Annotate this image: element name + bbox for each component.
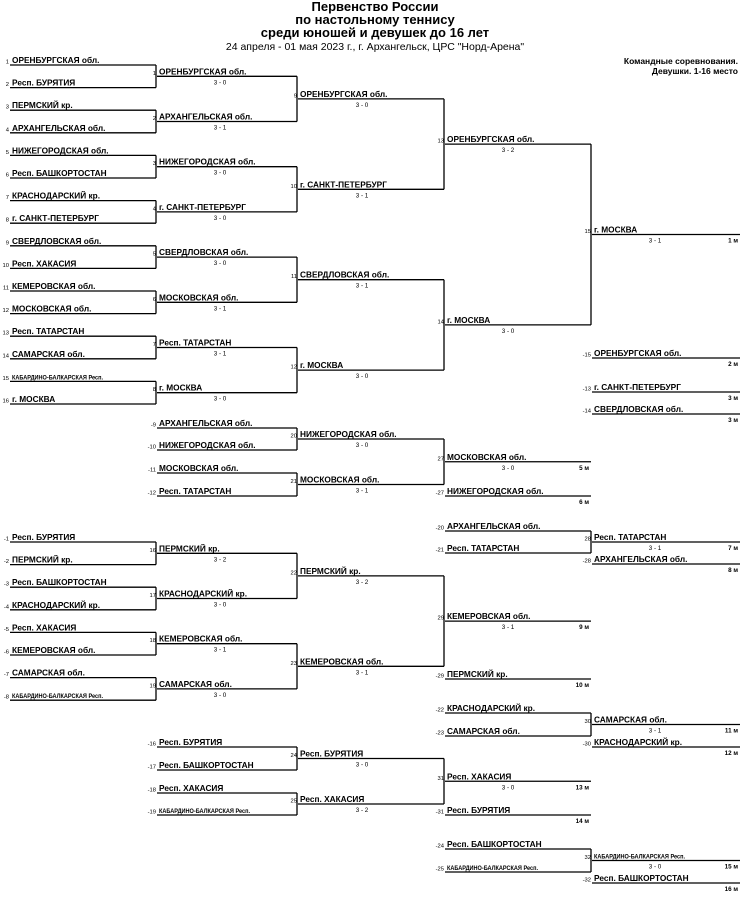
- page-title: Первенство России: [311, 0, 439, 14]
- seed-slot-2-number: 2: [5, 82, 9, 89]
- place9-entry-2-number: -2: [3, 559, 9, 566]
- match-16-number: 16: [149, 547, 156, 554]
- match-23-name: КЕМЕРОВСКАЯ обл.: [300, 656, 384, 667]
- place9-entry-5-name: Респ. ХАКАСИЯ: [12, 622, 77, 633]
- place9-entry-7-name: САМАРСКАЯ обл.: [12, 667, 85, 678]
- place-slot--32-name: Респ. БАШКОРТОСТАН: [594, 873, 689, 883]
- place7-entry-21-name: Респ. ТАТАРСТАН: [447, 543, 520, 553]
- place-label--14: 3 м: [728, 417, 738, 424]
- match-22-number: 22: [290, 570, 297, 577]
- place9-entry-3-name: Респ. БАШКОРТОСТАН: [12, 577, 107, 588]
- place-label--15: 2 м: [728, 361, 738, 368]
- match-6-score: 3 - 1: [213, 305, 227, 313]
- place-slot--14-number: -14: [582, 408, 591, 415]
- match-1-number: 1: [152, 70, 156, 77]
- place7-entry-20-name: АРХАНГЕЛЬСКАЯ обл.: [447, 521, 541, 531]
- place13-entry-17-number: -17: [147, 764, 156, 771]
- match-18-name: КЕМЕРОВСКАЯ обл.: [159, 633, 243, 644]
- seed-slot-1-number: 1: [5, 59, 9, 66]
- match-12-score: 3 - 0: [355, 373, 369, 381]
- match-23-score: 3 - 1: [355, 669, 369, 677]
- place11-entry-22-name: КРАСНОДАРСКИЙ кр.: [447, 703, 536, 713]
- fifth-place-label: 5 м: [579, 464, 589, 472]
- seed-slot-4-number: 4: [5, 127, 9, 134]
- seed-slot-11-number: 11: [2, 285, 9, 292]
- match-18-number: 18: [149, 638, 156, 645]
- fourteenth-place-label: 14 м: [575, 818, 589, 825]
- tenth-place-label: 10 м: [575, 682, 589, 689]
- place-slot--15-name: ОРЕНБУРГСКАЯ обл.: [594, 348, 682, 358]
- place9-entry-4-number: -4: [3, 604, 9, 611]
- place-slot--14-name: СВЕРДЛОВСКАЯ обл.: [594, 404, 684, 414]
- match-20-name: НИЖЕГОРОДСКАЯ обл.: [300, 429, 397, 439]
- seed-slot-4-name: АРХАНГЕЛЬСКАЯ обл.: [12, 122, 106, 133]
- match-24-name: Респ. БУРЯТИЯ: [300, 748, 364, 759]
- place13-entry-19-number: -19: [147, 809, 156, 816]
- seed-slot-3-name: ПЕРМСКИЙ кр.: [12, 100, 73, 111]
- seed-slot-12-number: 12: [2, 308, 9, 315]
- match-31-score: 3 - 0: [501, 784, 515, 792]
- match-7-number: 7: [152, 342, 156, 348]
- place15-entry-25-number: -25: [435, 866, 444, 873]
- match-21-number: 21: [290, 479, 297, 485]
- place-slot--15-number: -15: [582, 352, 591, 359]
- seed-slot-5-name: НИЖЕГОРОДСКАЯ обл.: [12, 145, 109, 156]
- match-19-name: САМАРСКАЯ обл.: [159, 678, 232, 689]
- match-10-number: 10: [290, 183, 297, 190]
- place9-entry-8-name: КАБАРДИНО-БАЛКАРСКАЯ Респ.: [12, 692, 104, 701]
- match-29-number: 29: [437, 615, 444, 622]
- match-2-score: 3 - 1: [213, 124, 227, 132]
- seed-slot-12-name: МОСКОВСКАЯ обл.: [12, 303, 92, 314]
- match-25-name: Респ. ХАКАСИЯ: [300, 794, 365, 804]
- place-slot--27-name: НИЖЕГОРОДСКАЯ обл.: [447, 486, 544, 496]
- match-9-score: 3 - 0: [355, 101, 369, 109]
- final-score: 3 - 1: [648, 237, 662, 245]
- match-30-number: 30: [584, 719, 591, 725]
- place9-entry-1-number: -1: [3, 536, 9, 543]
- match-27-name: МОСКОВСКАЯ обл.: [447, 451, 527, 462]
- match-20-number: 20: [290, 433, 297, 440]
- match-13-name: ОРЕНБУРГСКАЯ обл.: [447, 134, 535, 145]
- match-4-score: 3 - 0: [213, 214, 227, 222]
- match-8-number: 8: [152, 387, 156, 394]
- place9-entry-8-number: -8: [3, 694, 9, 701]
- ninth-place-label: 9 м: [579, 624, 589, 632]
- seed-slot-1-name: ОРЕНБУРГСКАЯ обл.: [12, 55, 100, 65]
- place13-entry-18-name: Респ. ХАКАСИЯ: [159, 783, 224, 793]
- place-slot--30-name: КРАСНОДАРСКИЙ кр.: [594, 737, 683, 747]
- match-30-score: 3 - 1: [648, 727, 662, 735]
- seed-slot-10-name: Респ. ХАКАСИЯ: [12, 258, 77, 269]
- place13-entry-19-name: КАБАРДИНО-БАЛКАРСКАЯ Респ.: [159, 807, 251, 816]
- place13-entry-17-name: Респ. БАШКОРТОСТАН: [159, 760, 254, 770]
- match-4-number: 4: [152, 206, 156, 213]
- place-slot--29-number: -29: [435, 673, 444, 680]
- seed-slot-13-name: Респ. ТАТАРСТАН: [12, 326, 85, 337]
- sixth-place-label: 6 м: [579, 499, 589, 506]
- place7-entry-20-number: -20: [435, 525, 444, 532]
- place9-entry-5-number: -5: [3, 626, 9, 633]
- match-13-number: 13: [437, 138, 444, 145]
- place-slot--28-number: -28: [582, 558, 591, 565]
- match-14-name: г. МОСКВА: [447, 314, 491, 325]
- place5-entry-9-number: -9: [150, 422, 156, 429]
- place9-entry-3-number: -3: [3, 581, 9, 588]
- place5-entry-12-name: Респ. ТАТАРСТАН: [159, 486, 232, 496]
- match-11-name: СВЕРДЛОВСКАЯ обл.: [300, 269, 390, 280]
- match-16-score: 3 - 2: [213, 556, 227, 564]
- match-23-number: 23: [290, 660, 297, 667]
- thirteenth-place-label: 13 м: [575, 784, 589, 792]
- place9-entry-1-name: Респ. БУРЯТИЯ: [12, 532, 76, 542]
- place-slot--32-number: -32: [582, 877, 591, 884]
- match-22-name: ПЕРМСКИЙ кр.: [300, 565, 361, 576]
- first-place-label: 1 м: [728, 237, 738, 245]
- match-31-number: 31: [437, 775, 444, 782]
- match-2-name: АРХАНГЕЛЬСКАЯ обл.: [159, 111, 253, 122]
- match-7-name: Респ. ТАТАРСТАН: [159, 337, 232, 348]
- seed-slot-6-number: 6: [5, 172, 9, 179]
- place15-entry-25-name: КАБАРДИНО-БАЛКАРСКАЯ Респ.: [447, 864, 539, 873]
- match-32-number: 32: [584, 855, 591, 861]
- match-3-name: НИЖЕГОРОДСКАЯ обл.: [159, 156, 256, 167]
- match-5-name: СВЕРДЛОВСКАЯ обл.: [159, 247, 249, 258]
- match-27-number: 27: [437, 456, 444, 463]
- place9-entry-6-number: -6: [3, 649, 9, 656]
- seed-slot-8-number: 8: [5, 217, 9, 224]
- match-10-name: г. САНКТ-ПЕТЕРБУРГ: [300, 179, 387, 190]
- match-28-number: 28: [584, 536, 591, 543]
- seed-slot-6-name: Респ. БАШКОРТОСТАН: [12, 168, 107, 178]
- twelfth-place-label: 12 м: [724, 750, 738, 757]
- match-5-score: 3 - 0: [213, 260, 227, 268]
- match-12-number: 12: [290, 364, 297, 371]
- place-slot--29-name: ПЕРМСКИЙ кр.: [447, 669, 508, 679]
- place9-entry-4-name: КРАСНОДАРСКИЙ кр.: [12, 599, 101, 610]
- match-10-score: 3 - 1: [355, 192, 369, 200]
- match-5-number: 5: [152, 251, 156, 258]
- match-29-score: 3 - 1: [501, 624, 515, 632]
- place-slot--30-number: -30: [582, 741, 591, 748]
- match-12-name: г. МОСКВА: [300, 360, 344, 371]
- match-20-score: 3 - 0: [355, 442, 369, 449]
- match-7-score: 3 - 1: [213, 350, 227, 358]
- place-slot--13-number: -13: [582, 386, 591, 393]
- sixteenth-place-label: 16 м: [724, 886, 738, 893]
- competition-type: Командные соревнования.: [623, 56, 738, 66]
- match-13-score: 3 - 2: [501, 147, 515, 155]
- place9-entry-6-name: КЕМЕРОВСКАЯ обл.: [12, 645, 96, 655]
- match-3-number: 3: [152, 161, 156, 168]
- eighth-place-label: 8 м: [728, 567, 738, 574]
- seed-slot-11-name: КЕМЕРОВСКАЯ обл.: [12, 281, 96, 291]
- match-6-number: 6: [152, 296, 156, 303]
- match-4-name: г. САНКТ-ПЕТЕРБУРГ: [159, 201, 246, 212]
- match-32-score: 3 - 0: [648, 863, 662, 871]
- match-21-score: 3 - 1: [355, 487, 369, 495]
- match-14-score: 3 - 0: [501, 327, 515, 335]
- place13-entry-18-number: -18: [147, 787, 156, 794]
- match-32-name: КАБАРДИНО-БАЛКАРСКАЯ Респ.: [594, 853, 686, 861]
- place-slot--31-number: -31: [435, 809, 444, 816]
- seed-slot-3-number: 3: [5, 104, 9, 111]
- place5-entry-9-name: АРХАНГЕЛЬСКАЯ обл.: [159, 418, 253, 428]
- place9-entry-7-number: -7: [3, 672, 9, 679]
- place5-entry-11-name: МОСКОВСКАЯ обл.: [159, 463, 239, 473]
- final-match-number: 15: [584, 229, 591, 235]
- match-28-score: 3 - 1: [648, 545, 662, 552]
- final-match-name: г. МОСКВА: [594, 224, 638, 235]
- page-title-line-2: по настольному теннису: [295, 12, 455, 27]
- match-30-name: САМАРСКАЯ обл.: [594, 714, 667, 725]
- seed-slot-7-name: КРАСНОДАРСКИЙ кр.: [12, 190, 101, 201]
- match-3-score: 3 - 0: [213, 169, 227, 177]
- place9-entry-2-name: ПЕРМСКИЙ кр.: [12, 554, 73, 565]
- seed-slot-9-number: 9: [5, 240, 9, 247]
- seed-slot-8-name: г. САНКТ-ПЕТЕРБУРГ: [12, 213, 99, 224]
- place15-entry-24-name: Респ. БАШКОРТОСТАН: [447, 839, 542, 849]
- seed-slot-16-name: г. МОСКВА: [12, 394, 56, 404]
- match-14-number: 14: [437, 319, 444, 326]
- place11-entry-23-name: САМАРСКАЯ обл.: [447, 726, 520, 736]
- match-2-number: 2: [152, 116, 156, 122]
- place-slot--27-number: -27: [435, 490, 444, 497]
- match-11-score: 3 - 1: [355, 282, 369, 290]
- seed-slot-7-number: 7: [5, 195, 9, 202]
- match-22-score: 3 - 2: [355, 578, 369, 586]
- match-18-score: 3 - 1: [213, 646, 227, 654]
- seed-slot-13-number: 13: [2, 330, 9, 337]
- match-24-number: 24: [290, 753, 297, 759]
- seed-slot-5-number: 5: [5, 149, 9, 156]
- seed-slot-14-name: САМАРСКАЯ обл.: [12, 348, 85, 359]
- match-17-number: 17: [149, 593, 156, 599]
- fifteenth-place-label: 15 м: [724, 863, 738, 871]
- match-28-name: Респ. ТАТАРСТАН: [594, 532, 667, 542]
- match-11-number: 11: [290, 274, 297, 281]
- place11-entry-22-number: -22: [435, 707, 444, 714]
- match-31-name: Респ. ХАКАСИЯ: [447, 771, 512, 782]
- seed-slot-10-number: 10: [2, 262, 9, 269]
- seed-slot-2-name: Респ. БУРЯТИЯ: [12, 77, 76, 88]
- match-25-number: 25: [290, 798, 297, 805]
- place7-entry-21-number: -21: [435, 547, 444, 554]
- match-1-score: 3 - 0: [213, 79, 227, 87]
- place5-entry-11-number: -11: [148, 467, 156, 474]
- match-9-number: 9: [293, 93, 297, 100]
- place5-entry-10-number: -10: [147, 444, 156, 451]
- place11-entry-23-number: -23: [435, 730, 444, 737]
- match-17-name: КРАСНОДАРСКИЙ кр.: [159, 588, 248, 599]
- eleventh-place-label: 11 м: [724, 727, 738, 735]
- match-25-score: 3 - 2: [355, 807, 369, 814]
- place-slot--31-name: Респ. БУРЯТИЯ: [447, 805, 511, 815]
- match-6-name: МОСКОВСКАЯ обл.: [159, 292, 239, 303]
- match-29-name: КЕМЕРОВСКАЯ обл.: [447, 611, 531, 622]
- page-title-line-3: среди юношей и девушек до 16 лет: [260, 25, 490, 40]
- place-slot--28-name: АРХАНГЕЛЬСКАЯ обл.: [594, 554, 688, 564]
- seed-slot-16-number: 16: [2, 398, 9, 405]
- competition-category: Девушки. 1-16 место: [651, 66, 738, 76]
- match-9-name: ОРЕНБУРГСКАЯ обл.: [300, 88, 388, 99]
- match-21-name: МОСКОВСКАЯ обл.: [300, 474, 380, 485]
- seed-slot-15-name: КАБАРДИНО-БАЛКАРСКАЯ Респ.: [12, 373, 104, 382]
- match-8-name: г. МОСКВА: [159, 382, 203, 393]
- match-17-score: 3 - 0: [213, 601, 227, 609]
- match-16-name: ПЕРМСКИЙ кр.: [159, 543, 220, 554]
- match-24-score: 3 - 0: [355, 761, 369, 769]
- match-1-name: ОРЕНБУРГСКАЯ обл.: [159, 66, 247, 77]
- place15-entry-24-number: -24: [435, 843, 444, 850]
- seventh-place-label: 7 м: [728, 545, 738, 552]
- place5-entry-12-number: -12: [147, 490, 156, 497]
- event-dates-location: 24 апреля - 01 мая 2023 г., г. Архангельск, ЦРС "Норд-Арена": [225, 41, 525, 53]
- match-19-score: 3 - 0: [213, 691, 227, 699]
- match-19-number: 19: [149, 683, 156, 690]
- place5-entry-10-name: НИЖЕГОРОДСКАЯ обл.: [159, 440, 256, 450]
- seed-slot-15-number: 15: [2, 375, 9, 382]
- match-8-score: 3 - 0: [213, 395, 227, 403]
- match-27-score: 3 - 0: [501, 464, 515, 472]
- place13-entry-16-name: Респ. БУРЯТИЯ: [159, 737, 223, 747]
- seed-slot-14-number: 14: [2, 353, 9, 360]
- place13-entry-16-number: -16: [147, 741, 156, 748]
- place-slot--13-name: г. САНКТ-ПЕТЕРБУРГ: [594, 382, 681, 392]
- place-label--13: 3 м: [728, 395, 738, 402]
- seed-slot-9-name: СВЕРДЛОВСКАЯ обл.: [12, 235, 102, 246]
